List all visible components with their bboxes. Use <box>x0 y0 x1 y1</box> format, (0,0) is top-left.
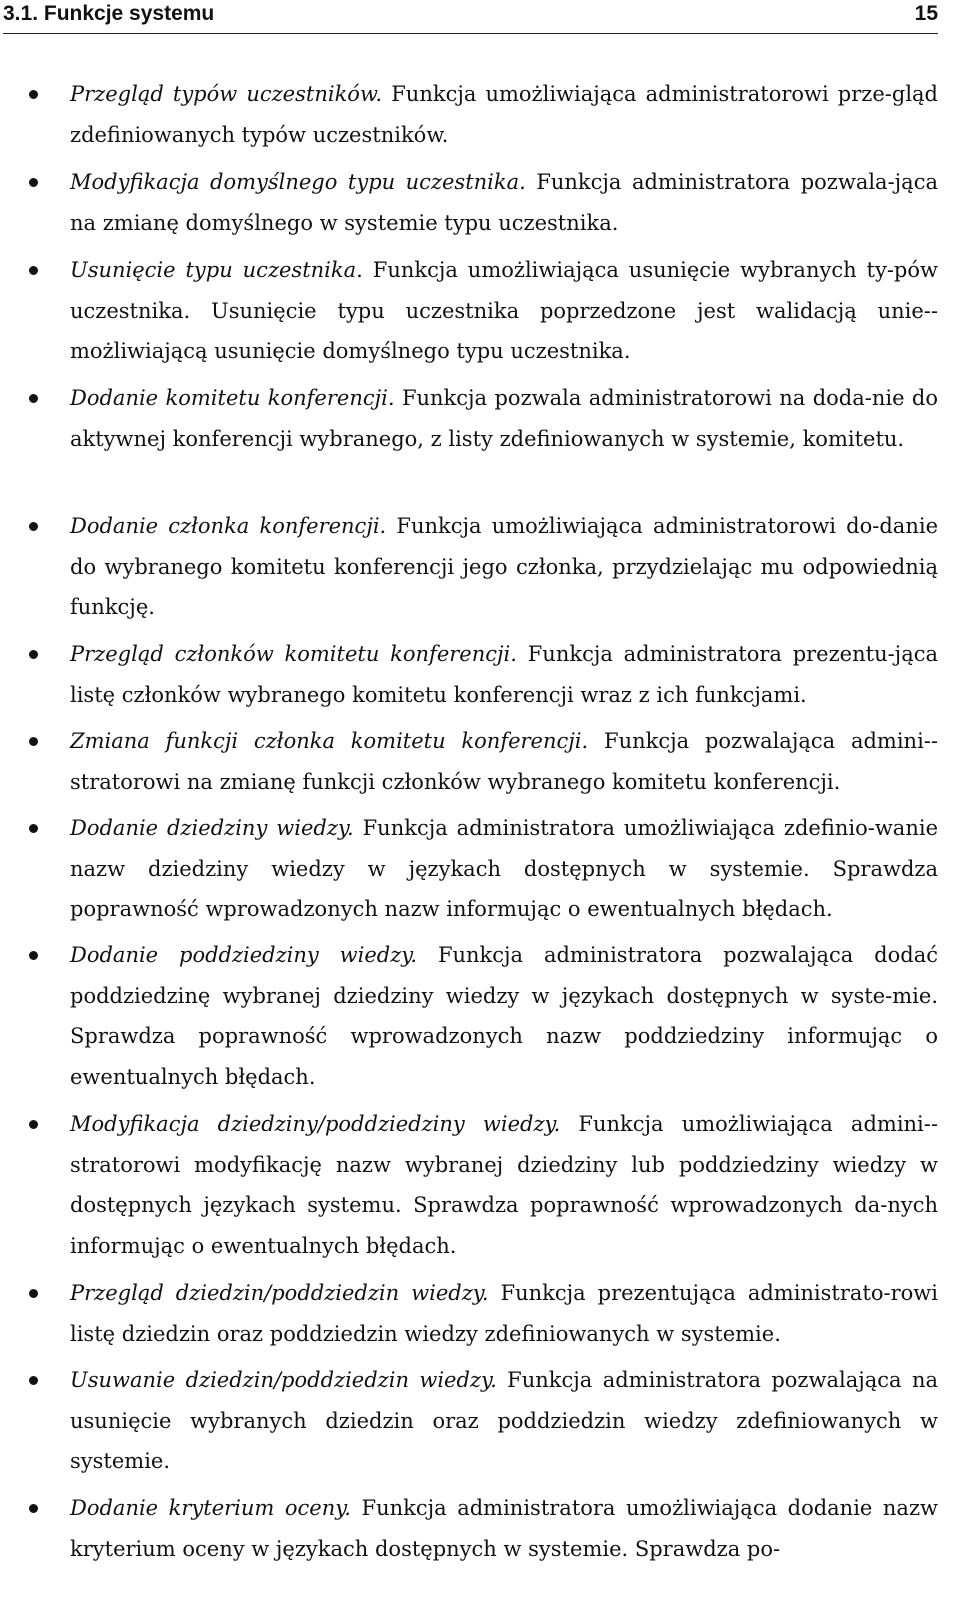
list-item <box>70 721 938 802</box>
bullet-icon <box>27 808 39 849</box>
bullet-icon <box>27 378 39 419</box>
item-term: Przegląd członków komitetu konferencji. <box>70 642 517 666</box>
item-description: Funkcja pozwala administratorowi na doda-nie do aktywnej konferencji wybranego, z listy zdefiniowanych w systemie, komitetu. <box>70 386 939 451</box>
item-description: Funkcja umożliwiająca admini-stratorowi modyfikację nazw wybranej dziedziny lub poddziedziny wiedzy w dostępnych językach systemu. Sprawdza poprawność wprowadzonych da-nych informując o ewentualnych błędach. <box>70 1112 938 1258</box>
list-item <box>70 162 938 243</box>
item-term: Usuwanie dziedzin/poddziedzin wiedzy. <box>70 1368 497 1392</box>
item-term: Dodanie kryterium oceny. <box>70 1496 351 1520</box>
item-term: Dodanie członka konferencji. <box>70 514 387 538</box>
bullet-icon <box>27 1488 39 1529</box>
item-term: Przegląd typów uczestników. <box>70 82 383 106</box>
list-item <box>70 634 938 715</box>
item-term: Zmiana funkcji członka komitetu konferencji. <box>70 729 589 753</box>
bullet-icon <box>27 634 39 675</box>
item-term: Przegląd dziedzin/poddziedzin wiedzy. <box>70 1281 489 1305</box>
item-term: Modyfikacja dziedziny/poddziedziny wiedzy. <box>70 1112 561 1136</box>
item-description: Funkcja administratora pozwala-jąca na zmianę domyślnego w systemie typu uczestnika. <box>70 170 938 235</box>
bullet-icon <box>27 162 39 203</box>
item-description: Funkcja umożliwiająca administratorowi prze-gląd zdefiniowanych typów uczestników. <box>70 82 938 147</box>
item-description: Funkcja umożliwiająca administratorowi do-danie do wybranego komitetu konferencji jego członka, przydzielając mu odpowiednią funkcję. <box>70 514 938 619</box>
item-description: Funkcja administratora umożliwiająca dodanie nazw kryterium oceny w językach dostępnych w systemie. Sprawdza po- <box>70 1496 938 1561</box>
list-item <box>70 935 938 1097</box>
bullet-icon <box>27 1273 39 1314</box>
page-number: 15 <box>914 2 938 25</box>
bullet-icon <box>27 721 39 762</box>
item-term: Dodanie poddziedziny wiedzy. <box>70 943 418 967</box>
bullet-icon <box>27 74 39 115</box>
bullet-icon <box>27 506 39 547</box>
bullet-icon <box>27 1360 39 1401</box>
item-term: Usunięcie typu uczestnika. <box>70 258 363 282</box>
item-term: Dodanie komitetu konferencji. <box>70 386 395 410</box>
item-term: Dodanie dziedziny wiedzy. <box>70 816 354 840</box>
list-item <box>70 1104 938 1266</box>
list-item <box>70 378 938 459</box>
bullet-icon <box>27 935 39 976</box>
list-item <box>70 74 938 155</box>
list-item <box>70 506 938 628</box>
bullet-icon <box>27 1104 39 1145</box>
item-description: Funkcja pozwalająca admini-stratorowi na zmianę funkcji członków wybranego komitetu konferencji. <box>70 729 938 794</box>
item-description: Funkcja prezentująca administrato-rowi listę dziedzin oraz poddziedzin wiedzy zdefiniowanych w systemie. <box>70 1281 938 1346</box>
running-header <box>3 0 938 34</box>
item-term: Modyfikacja domyślnego typu uczestnika. <box>70 170 526 194</box>
item-description: Funkcja administratora pozwalająca na usunięcie wybranych dziedzin oraz poddziedzin wiedzy zdefiniowanych w systemie. <box>70 1368 938 1473</box>
item-description: Funkcja administratora pozwalająca dodać poddziedzinę wybranej dziedziny wiedzy w językach dostępnych w syste-mie. Sprawdza poprawność wprowadzonych nazw poddziedziny informując o ewentualnych błędach. <box>70 943 938 1089</box>
bullet-icon <box>27 250 39 291</box>
list-item <box>70 250 938 372</box>
list-item <box>70 1273 938 1354</box>
list-item <box>70 808 938 930</box>
list-item <box>70 1360 938 1482</box>
item-description: Funkcja umożliwiająca usunięcie wybranych ty-pów uczestnika. Usunięcie typu uczestnika poprzedzone jest walidacją unie-możliwiającą usunięcie domyślnego typu uczestnika. <box>70 258 938 363</box>
section-title: 3.1. Funkcje systemu <box>3 2 215 25</box>
item-description: Funkcja administratora umożliwiająca zdefinio-wanie nazw dziedziny wiedzy w językach dostępnych w systemie. Sprawdza poprawność wprowadzonych nazw informując o ewentualnych błędach. <box>70 816 938 921</box>
item-description: Funkcja administratora prezentu-jąca listę członków wybranego komitetu konferencji wraz z ich funkcjami. <box>70 642 938 707</box>
list-item <box>70 1488 938 1569</box>
